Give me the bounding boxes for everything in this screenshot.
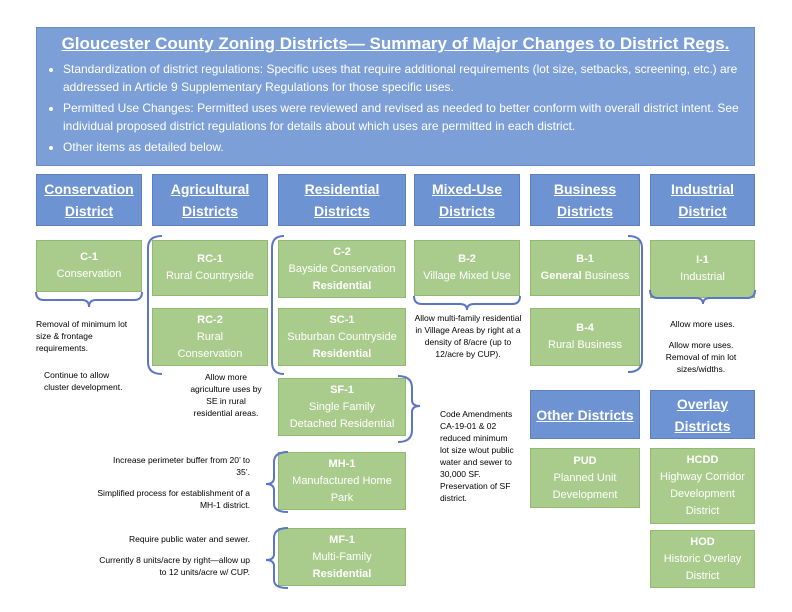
district-name-line2: District (685, 569, 720, 582)
district-code: MH-1 (328, 457, 356, 470)
district-code: B-2 (458, 253, 476, 265)
district-name-line1: Manufactured Home (292, 474, 392, 487)
bullet-standardization: • Standardization of district regulations: Specific uses that require additional requirements (lot size, setbacks, screening, etc.) are addressed in Article 9 Supplementary Regulations for those specific uses. (63, 60, 744, 96)
district-name: Suburban Countryside (287, 330, 397, 343)
bullet-other-items: • Other items as detailed below. (63, 138, 744, 156)
district-name-line2: Park (330, 491, 354, 504)
category-industrial: Industrial District (650, 174, 755, 226)
district-name-line2: Conservation (177, 347, 243, 360)
note-mixed-use: Allow multi-family residential in Village Areas by right at a density of 8/acre (up to 12/acre by CUP). (414, 313, 522, 359)
district-code: B-1 (576, 253, 594, 265)
district-code: B-4 (576, 322, 594, 334)
note-industrial-lot-sizes: Allow more uses. Removal of min lot sizes/widths. (665, 340, 737, 374)
bullet-permitted-use: • Permitted Use Changes: Permitted uses were reviewed and revised as needed to better conform with overall district intent. See individual proposed district regulations for details about which uses are permitted in each district. (63, 99, 744, 135)
district-name-line2: Detached Residential (289, 417, 395, 430)
note-mf1-water-sewer: Require public water and sewer. (129, 534, 250, 544)
district-code: C-2 (333, 245, 351, 258)
district-code: HOD (690, 535, 715, 548)
district-code: C-1 (80, 251, 98, 263)
district-code: PUD (573, 454, 597, 467)
district-suffix: Residential (312, 279, 372, 292)
district-code: RC-1 (197, 253, 223, 265)
district-name-line1: Rural (196, 330, 224, 343)
district-name-line1: Highway Corridor (660, 471, 745, 483)
district-name-line1: Historic Overlay (663, 552, 742, 565)
district-name: Conservation (56, 268, 122, 280)
note-sf1-code-amendments: Code Amendments CA-19-01 & 02 reduced minimum lot size w/out public water and sewer to 30,000 SF. Preservation of SF district. (440, 409, 514, 503)
district-code: SC-1 (329, 313, 355, 326)
district-code: I-1 (696, 254, 709, 266)
category-conservation: Conservation District (36, 174, 142, 226)
category-overlay: Overlay Districts (650, 390, 755, 439)
category-mixed-use: Mixed-Use Districts (414, 174, 520, 226)
district-name-line1: Single Family (308, 400, 376, 413)
district-code: MF-1 (329, 533, 355, 546)
note-agricultural: Allow more agriculture uses by SE in rural residential areas. (190, 372, 262, 418)
category-agricultural: Agricultural Districts (152, 174, 268, 226)
district-name-line2: Development (670, 488, 735, 500)
district-name: Rural Countryside (165, 270, 255, 282)
category-other: Other Districts (530, 390, 640, 439)
district-suffix: Residential (312, 567, 372, 580)
note-conservation-lot-size: Removal of minimum lot size & frontage requirements. (36, 319, 128, 353)
note-mf1-density: Currently 8 units/acre by right—allow up to 12 units/acre w/ CUP. (99, 555, 250, 577)
district-name-line3: District (685, 505, 720, 517)
note-conservation-cluster: Continue to allow cluster development. (44, 370, 123, 392)
page-title: Gloucester County Zoning Districts— Summary of Major Changes to District Regs. (61, 34, 730, 53)
district-name-line1: Planned Unit (553, 471, 617, 484)
district-name-bold: General (540, 270, 582, 282)
district-name: Bayside Conservation (288, 262, 396, 275)
district-suffix: Residential (312, 347, 372, 360)
district-name: Rural Business (548, 339, 622, 351)
note-industrial-more-uses: Allow more uses. (670, 319, 735, 329)
district-name: Multi-Family (312, 550, 372, 563)
district-code: HCDD (686, 454, 719, 466)
district-code: RC-2 (197, 313, 223, 326)
district-code: SF-1 (330, 383, 354, 396)
note-mh1-process: Simplified process for establishment of a MH-1 district. (97, 488, 250, 510)
district-name: Industrial (680, 271, 725, 283)
district-name-rest: Business (581, 270, 630, 282)
category-business: Business Districts (530, 174, 640, 226)
district-name: Village Mixed Use (423, 270, 511, 282)
category-residential: Residential Districts (278, 174, 406, 226)
district-name-line2: Development (552, 488, 618, 501)
note-mh1-buffer: Increase perimeter buffer from 20’ to 35’. (112, 455, 250, 477)
